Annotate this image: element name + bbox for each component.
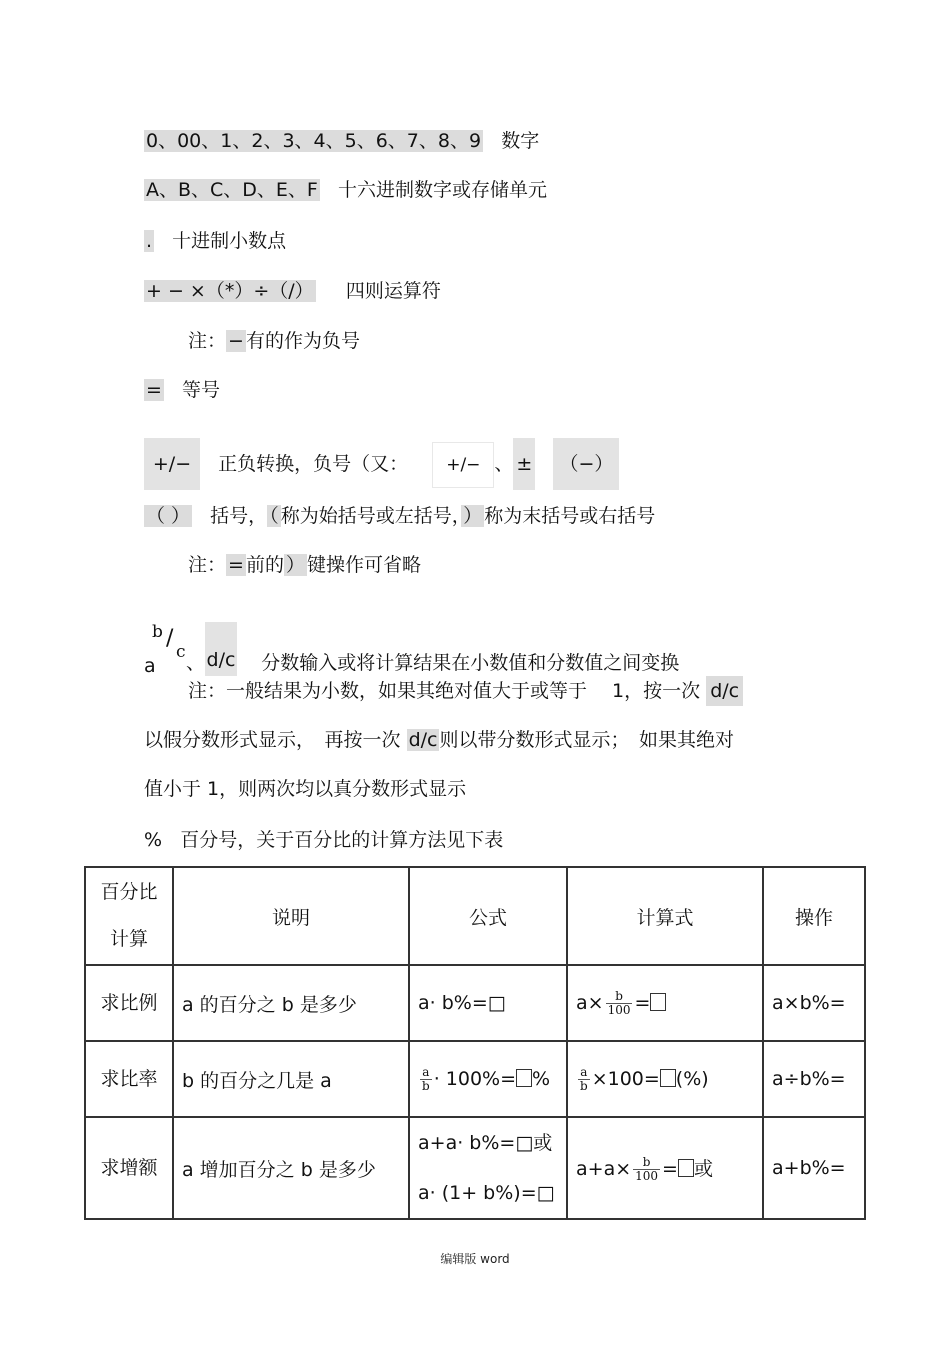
left-paren-key: （	[269, 505, 279, 527]
header-percent-calc-a: 百分比	[100, 881, 158, 903]
note-fraction-text-c: 值小于 1，则两次均以真分数形式显示	[144, 778, 467, 800]
blank-box-icon	[660, 1069, 676, 1087]
page-footer: 编辑版 word	[440, 1252, 510, 1266]
note-fraction-text-a: 以假分数形式显示， 再按一次	[144, 729, 401, 751]
note-omit-label: 注：	[188, 554, 227, 576]
fraction-sep: 、	[186, 652, 206, 674]
sign-alt-key-2: ±	[513, 438, 535, 490]
note-fraction-text-b: 则以带分数形式显示； 如果其绝对	[439, 729, 734, 751]
equals-key: =	[146, 379, 162, 401]
hex-desc: 十六进制数字或存储单元	[338, 179, 548, 201]
fraction-b-100: $\frac{b}{100}$	[607, 988, 631, 1017]
line-sign-change	[144, 438, 619, 484]
row-desc: b 的百分之几是 a	[173, 1041, 409, 1117]
line-percent	[144, 827, 503, 853]
digits-desc: 数字	[501, 130, 540, 152]
line-hex	[144, 177, 547, 203]
decimal-desc: 十进制小数点	[172, 230, 287, 252]
fraction-key	[144, 622, 186, 676]
row-name: 求增额	[85, 1117, 173, 1219]
blank-box-icon	[678, 1159, 694, 1177]
equals-key-note: =	[228, 554, 244, 576]
row-name: 求比例	[85, 965, 173, 1041]
note-fraction-3	[144, 776, 466, 802]
table-row	[85, 965, 865, 1041]
row-formula-a: a+a· b%=□或	[418, 1132, 553, 1154]
header-op: 操作	[763, 867, 865, 965]
line-fraction	[144, 600, 680, 677]
row-calc: a+a× $\frac{b}{100}$ = 或	[567, 1117, 763, 1219]
right-paren-key-note: ）	[285, 554, 305, 576]
line-operators	[144, 278, 441, 304]
row-formula	[409, 1117, 567, 1219]
row-desc: a 的百分之 b 是多少	[173, 965, 409, 1041]
digit-keys: 0、00、1、2、3、4、5、6、7、8、9	[146, 130, 482, 152]
line-digits	[144, 128, 539, 154]
sign-alt-key-1: +/−	[432, 442, 494, 488]
note-fraction	[188, 676, 743, 706]
note-omit-desc-a: 前的	[245, 554, 284, 576]
note-omit	[188, 552, 421, 578]
right-paren-key: ）	[463, 505, 483, 527]
dc-key-note-2: d/c	[408, 729, 438, 751]
operators-desc: 四则运算符	[345, 280, 441, 302]
percent-table	[84, 866, 866, 1220]
equals-desc: 等号	[182, 379, 221, 401]
row-formula: a· b%=□	[409, 965, 567, 1041]
header-formula: 公式	[409, 867, 567, 965]
table-row	[85, 1041, 865, 1117]
note-fraction-2	[144, 727, 734, 753]
parentheses-desc-b: 称为始括号或左括号，	[280, 505, 462, 527]
sign-alt-key-3: （−）	[553, 438, 619, 490]
blank-box-icon	[516, 1069, 532, 1087]
row-op: a×b%=	[763, 965, 865, 1041]
fraction-key-c: c	[176, 642, 186, 662]
row-op: a+b%=	[763, 1117, 865, 1219]
dc-key-note: d/c	[706, 676, 743, 706]
parentheses-desc-c: 称为末括号或右括号	[484, 505, 656, 527]
blank-box-icon	[650, 993, 666, 1011]
fraction-key-a: a	[144, 655, 156, 677]
parentheses-desc-a: 括号，	[210, 505, 268, 527]
header-calc: 计算式	[567, 867, 763, 965]
line-equals	[144, 377, 220, 403]
row-calc: a× $\frac{b}{100}$ =	[567, 965, 763, 1041]
parentheses-keys: （ ）	[146, 505, 191, 527]
minus-note-desc: 有的作为负号	[245, 330, 360, 352]
sign-change-desc: 正负转换，负号（又：	[218, 453, 409, 475]
note-minus	[188, 328, 360, 354]
fraction-key-b: b	[152, 622, 163, 642]
decimal-key: .	[146, 230, 153, 252]
percent-key: %	[144, 829, 163, 851]
row-name: 求比率	[85, 1041, 173, 1117]
header-percent-calc-b: 计算	[109, 928, 148, 950]
fraction-slash-icon: /	[166, 626, 174, 651]
minus-key: −	[228, 330, 244, 352]
operator-keys: + − ×（*）÷（/）	[146, 280, 314, 302]
fraction-a-b: $\frac{a}{b}$	[580, 1064, 588, 1093]
note-fraction-text: 注：一般结果为小数，如果其绝对值大于或等于 1，按一次	[188, 680, 701, 702]
note-label: 注：	[188, 330, 227, 352]
row-op: a÷b%=	[763, 1041, 865, 1117]
dc-key: d/c	[205, 622, 237, 676]
percent-desc: 百分号，关于百分比的计算方法见下表	[180, 829, 504, 851]
fraction-b-100: $\frac{b}{100}$	[635, 1154, 659, 1183]
row-calc: $\frac{a}{b}$ ×100= (%)	[567, 1041, 763, 1117]
line-parentheses	[144, 503, 655, 529]
sign-alt-sep: 、	[494, 453, 514, 475]
fraction-desc: 分数输入或将计算结果在小数值和分数值之间变换	[261, 652, 680, 674]
header-percent-calc	[85, 867, 173, 965]
note-omit-desc-b: 键操作可省略	[306, 554, 421, 576]
table-row	[85, 1117, 865, 1219]
table-header-row	[85, 867, 865, 965]
hex-keys: A、B、C、D、E、F	[146, 179, 318, 201]
line-decimal	[144, 228, 286, 254]
sign-change-key: +/−	[144, 438, 200, 490]
row-formula-b: a· (1+ b%)=□	[418, 1182, 555, 1204]
row-desc: a 增加百分之 b 是多少	[173, 1117, 409, 1219]
fraction-a-b: $\frac{a}{b}$	[422, 1064, 430, 1093]
row-formula: $\frac{a}{b}$ · 100%= %	[409, 1041, 567, 1117]
header-desc: 说明	[173, 867, 409, 965]
